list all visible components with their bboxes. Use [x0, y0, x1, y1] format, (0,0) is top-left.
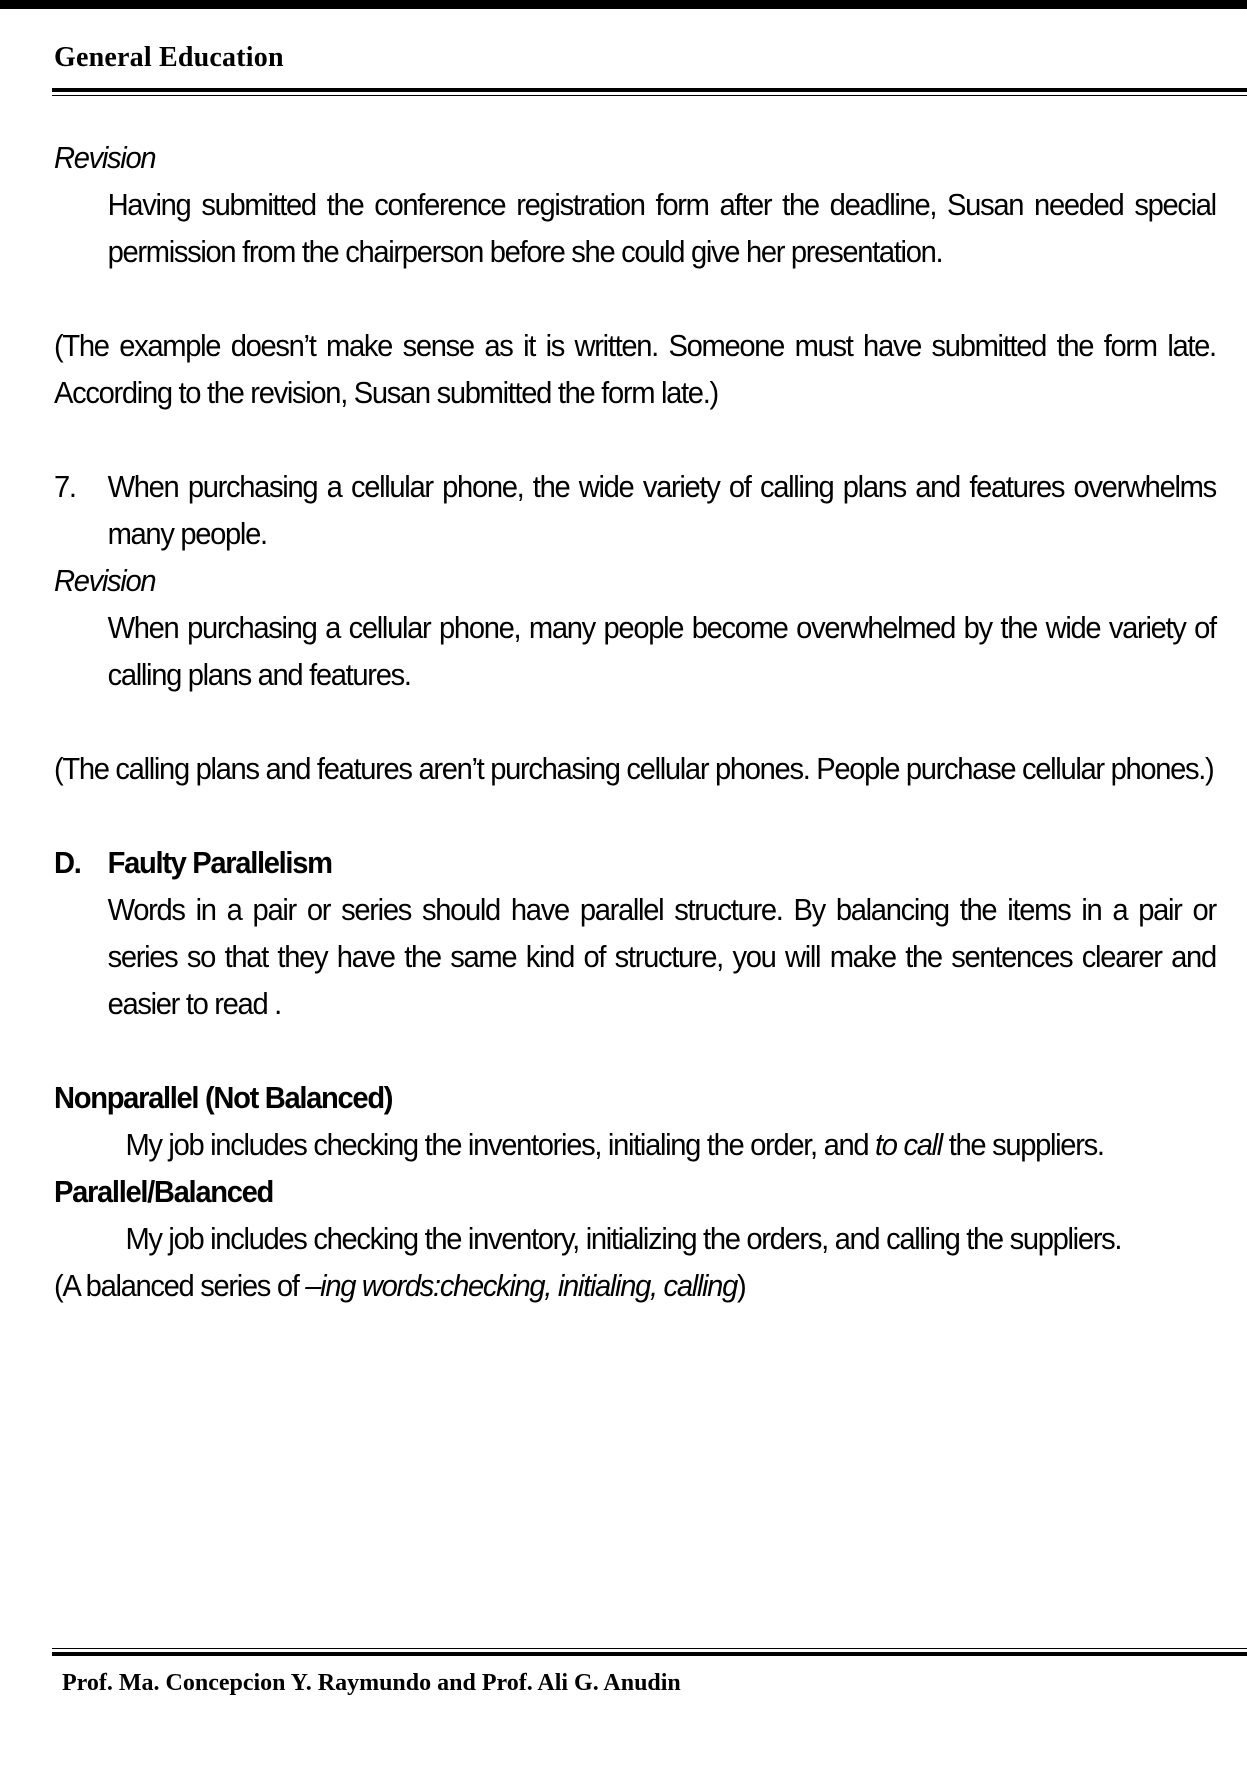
item-text: When purchasing a cellular phone, the wide variety of calling plans and features overwhelms many people.: [107, 469, 1216, 551]
example-italic: to call: [875, 1127, 942, 1162]
section-letter: D.: [54, 845, 81, 880]
nonparallel-label: Nonparallel (Not Balanced): [54, 1080, 393, 1115]
revision-label: Revision: [54, 140, 156, 175]
top-border: [0, 0, 1247, 9]
revision-text: Having submitted the conference registration form after the deadline, Susan needed special permission from the chairperson before she could give her presentation.: [107, 187, 1216, 269]
page-body: [54, 134, 1216, 1309]
parallel-example: My job includes checking the inventory, initializing the orders, and calling the suppliers.: [125, 1221, 1122, 1256]
section-heading: [54, 839, 1216, 886]
note-text: (A balanced series of: [54, 1268, 306, 1303]
header-rule: [52, 88, 1247, 96]
section-description: Words in a pair or series should have parallel structure. By balancing the items in a pair or series so that they have the same kind of structure, you will make the sentences clearer and easier to read .: [107, 892, 1216, 1021]
list-item-7: [54, 463, 1216, 557]
revision-label: Revision: [54, 563, 156, 598]
parallel-label: Parallel/Balanced: [54, 1174, 273, 1209]
note-italic: –ing words:checking, initialing, calling: [305, 1268, 737, 1303]
nonparallel-example: [54, 1121, 1216, 1168]
revision-text: When purchasing a cellular phone, many people become overwhelmed by the wide variety of calling plans and features.: [107, 610, 1216, 692]
item-number: 7.: [54, 469, 76, 504]
explanation-text: (The example doesn’t make sense as it is written. Someone must have submitted the form late. According to the revision, Susan submitted the form late.): [54, 328, 1216, 410]
explanation-text: (The calling plans and features aren’t purchasing cellular phones. People purchase cellular phones.): [54, 751, 1214, 786]
running-header-title: General Education: [54, 42, 284, 73]
section-title: Faulty Parallelism: [107, 845, 332, 880]
footer-rule: [52, 1648, 1247, 1656]
note-text-end: ): [736, 1268, 746, 1303]
example-text: My job includes checking the inventories, initialing the order, and: [125, 1127, 876, 1162]
example-text-end: the suppliers.: [941, 1127, 1104, 1162]
parallel-note: [54, 1262, 1216, 1309]
footer-authors: Prof. Ma. Concepcion Y. Raymundo and Prof. Ali G. Anudin: [62, 1670, 681, 1696]
